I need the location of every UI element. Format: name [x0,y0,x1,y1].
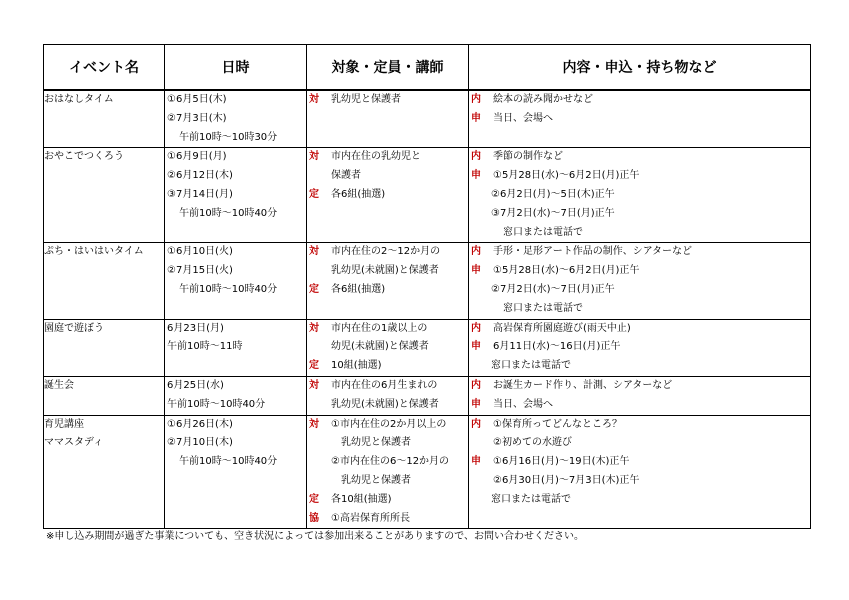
content-marker: 内 [471,322,481,334]
event-content: 内 季節の制作など 申 ①5月28日(水)～6月2日(月)正午 ②6月2日(月)～5日(木)正午 ③7月2日(水)～7日(月)正午 窓口または電話で [469,148,811,243]
apply-marker: 申 [471,112,481,124]
event-name: 育児講座 ママスタディ [44,415,165,529]
event-name: ぷち・はいはいタイム [44,243,165,319]
header-event: イベント名 [44,45,165,91]
content-marker: 内 [471,418,481,430]
event-content: 内 ①保育所ってどんなところ？ ②初めての水遊び 申 ①6月16日(月)～19日(木)正午 ②6月30日(月)～7月3日(木)正午 窓口または電話で [469,415,811,529]
content-marker: 内 [471,379,481,391]
target-marker: 対 [309,379,319,391]
event-name: おやこでつくろう [44,148,165,243]
event-datetime: 6月23日(月) 午前10時～11時 [165,319,307,376]
event-target: 対 ①市内在住の2か月以上の 乳幼児と保護者 ②市内在住の6～12か月の 乳幼児と保護者 定 各10組(抽選) 協 ①高岩保育所所長 [307,415,469,529]
content-marker: 内 [471,94,481,105]
apply-marker: 申 [471,170,481,182]
target-marker: 対 [309,94,319,105]
header-row [44,45,811,91]
target-marker: 対 [309,151,319,163]
event-target: 対 市内在住の6月生まれの 乳幼児(未就園)と保護者 [307,376,469,415]
target-marker: 対 [309,246,319,258]
table-row [44,148,811,243]
content-marker: 内 [471,151,481,163]
event-name: 誕生会 [44,376,165,415]
event-name: 園庭で遊ぼう [44,319,165,376]
event-target: 対 市内在住の2～12か月の 乳幼児(未就園)と保護者 定 各6組(抽選) [307,243,469,319]
event-name: おはなしタイム [44,90,165,148]
header-target: 対象・定員・講師 [307,45,469,91]
event-table [43,44,811,529]
event-content: 内 絵本の読み聞かせなど 申 当日、会場へ [469,90,811,148]
footnote: ※申し込み期間が過ぎた事業についても、空き状況によっては参加出来ることがありますので、お問い合わせください。 [46,531,584,542]
table-row [44,319,811,376]
teacher-marker: 協 [309,512,319,524]
apply-marker: 申 [471,341,481,353]
capacity-marker: 定 [309,283,319,295]
capacity-marker: 定 [309,360,319,372]
apply-marker: 申 [471,265,481,277]
table-row [44,415,811,529]
event-target: 対 乳幼児と保護者 [307,90,469,148]
header-content: 内容・申込・持ち物など [469,45,811,91]
capacity-marker: 定 [309,188,319,200]
event-datetime: ①6月10日(火) ②7月15日(火) 午前10時～10時40分 [165,243,307,319]
target-marker: 対 [309,418,319,430]
apply-marker: 申 [471,456,481,468]
table-row [44,376,811,415]
event-datetime: ①6月9日(月) ②6月12日(木) ③7月14日(月) 午前10時～10時40分 [165,148,307,243]
event-content: 内 お誕生カード作り、計測、シアターなど 申 当日、会場へ [469,376,811,415]
table-row [44,90,811,148]
table-row [44,243,811,319]
event-datetime: ①6月26日(木) ②7月10日(木) 午前10時～10時40分 [165,415,307,529]
event-content: 内 高岩保育所園庭遊び(雨天中止) 申 6月11日(水)～16日(月)正午 窓口または電話で [469,319,811,376]
header-datetime: 日時 [165,45,307,91]
event-target: 対 市内在住の1歳以上の 幼児(未就園)と保護者 定 10組(抽選) [307,319,469,376]
apply-marker: 申 [471,398,481,410]
event-datetime: ①6月5日(木) ②7月3日(木) 午前10時～10時30分 [165,90,307,148]
content-marker: 内 [471,246,481,258]
capacity-marker: 定 [309,493,319,505]
event-target: 対 市内在住の乳幼児と 保護者 定 各6組(抽選) [307,148,469,243]
target-marker: 対 [309,322,319,334]
event-datetime: 6月25日(水) 午前10時～10時40分 [165,376,307,415]
event-content: 内 手形・足形アート作品の制作、シアターなど 申 ①5月28日(水)～6月2日(月)正午 ②7月2日(水)～7日(月)正午 窓口または電話で [469,243,811,319]
